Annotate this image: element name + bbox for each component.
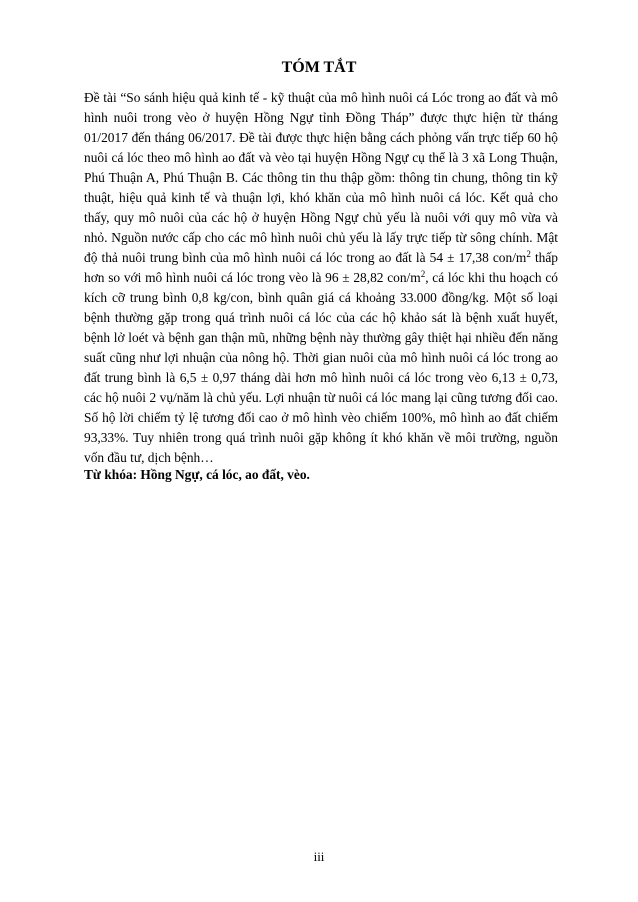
keywords-line: Từ khóa: Hồng Ngự, cá lóc, ao đất, vèo. (84, 467, 310, 482)
abstract-text-part-3: , cá lóc khi thu hoạch có kích cỡ trung bình 0,8 kg/con, bình quân giá cá khoảng 33.000 đồng/kg. Một số loại bệnh thường gặp trong quá trình nuôi cá lóc của các hộ khảo sát là bệnh xuất huyết, bệnh lở loét và bệnh gan thận mũ, những bệnh này thường gây thiệt hại nhiều đến năng suất cũng như lợi nhuận của nông hộ. Thời gian nuôi của mô hình nuôi cá lóc trong ao đất trung bình là 6,5 ± 0,97 tháng dài hơn mô hình nuôi cá lóc trong vèo 6,13 ± 0,73, các hộ nuôi 2 vụ/năm là chủ yếu. Lợi nhuận từ nuôi cá lóc mang lại cũng tương đối cao. Số hộ lời chiếm tỷ lệ tương đối cao ở mô hình vèo chiếm 100%, mô hình ao đất chiếm 93,33%. Tuy nhiên trong quá trình nuôi gặp không ít khó khăn về môi trường, nguồn vốn đầu tư, dịch bệnh… (84, 270, 558, 465)
superscript-squared: 2 (526, 249, 531, 259)
abstract-text-part-2: thấp hơn so với mô hình nuôi cá lóc trong vèo là 96 ± 28,82 con/m (84, 250, 559, 285)
page-number: iii (313, 849, 325, 864)
superscript-squared: 2 (420, 269, 426, 279)
abstract-text-part-1: Đề tài “So sánh hiệu quả kinh tế - kỹ thuật của mô hình nuôi cá Lóc trong ao đất và mô hình nuôi trong vèo ở huyện Hồng Ngự tỉnh Đồng Tháp” được thực hiện từ tháng 01/2017 đến tháng 06/2017. Đề tài được thực hiện bằng cách phỏng vấn trực tiếp 60 hộ nuôi cá lóc theo mô hình ao đất và vèo tại huyện Hồng Ngự cụ thể là 3 xã Long Thuận, Phú Thuận A, Phú Thuận B. Các thông tin thu thập gồm: thông tin chung, thông tin kỹ thuật, hiệu quả kinh tế và thuận lợi, khó khăn của mô hình nuôi cá lóc. Kết quả cho thấy, quy mô nuôi của các hộ ở huyện Hồng Ngự chủ yếu là nuôi với quy mô vừa và nhỏ. Nguồn nước cấp cho các mô hình nuôi chủ yếu là lấy trực tiếp từ sông chính. Mật độ thả nuôi trung bình của mô hình nuôi cá lóc trong ao đất là 54 ± 17,38 con/m (84, 90, 558, 265)
abstract-paragraph (84, 88, 558, 468)
page-title: TÓM TẮT (281, 59, 357, 76)
